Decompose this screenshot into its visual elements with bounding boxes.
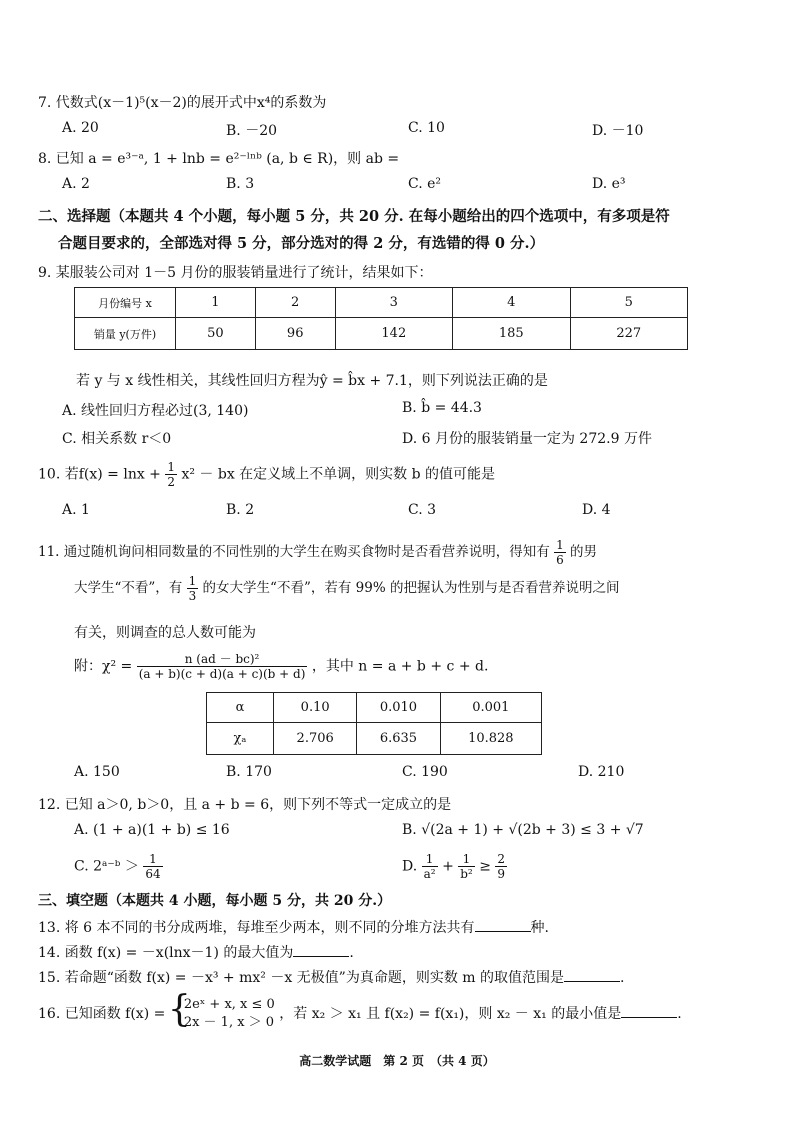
q10-stem-pre: 10. 若f(x) = lnx + xyxy=(38,466,161,483)
q9-option-a: A. 线性回归方程必过(3, 140) xyxy=(62,403,249,419)
q12-c-den: 64 xyxy=(145,867,161,881)
q16-piecewise xyxy=(167,989,275,1032)
q12-d-pre: D. xyxy=(402,858,418,875)
section3-heading: 三、填空题（本题共 4 小题，每小题 5 分，共 20 分.） xyxy=(38,893,392,909)
q11-fraction-2 xyxy=(187,574,199,603)
q12-c-fraction xyxy=(143,852,162,881)
q13 xyxy=(38,917,549,937)
q11-line2-post: 的女大学生“不看”，若有 99% 的把握认为性别与是否看营养说明之间 xyxy=(202,580,620,596)
q11-line1-pre: 11. 通过随机询问相同数量的不同性别的大学生在购买食物时是否看营养说明，得知有 xyxy=(38,544,550,560)
q16-brace-glyph: { xyxy=(167,989,191,1030)
q11-fraction-1 xyxy=(554,538,566,567)
q12-d-fraction-3 xyxy=(495,852,507,881)
q12-option-a: A. (1 + a)(1 + b) ≤ 16 xyxy=(74,822,230,838)
q11-cell-alpha: 0.10 xyxy=(274,693,357,723)
q9-cell-y: 50 xyxy=(176,318,256,350)
q10-fraction xyxy=(165,460,177,489)
q11-line1 xyxy=(38,538,597,567)
q12-d-num3: 2 xyxy=(497,852,506,866)
q9-cell-y: 185 xyxy=(453,318,570,350)
q13-answer-blank[interactable] xyxy=(475,931,531,932)
q11-formula-pre: 附：χ² = xyxy=(74,658,133,675)
q14-text: 14. 函数 f(x) = －x(lnx－1) 的最大值为 xyxy=(38,945,294,961)
q12-c-num: 1 xyxy=(143,852,162,867)
q12-d-num2: 1 xyxy=(458,852,475,867)
q12-c-pre: C. 2ᵃ⁻ᵇ ＞ xyxy=(74,858,139,875)
q9-data-table xyxy=(74,287,688,350)
q16-text: 16. 已知函数 f(x) = xyxy=(38,1006,166,1022)
q9-cell-y: 227 xyxy=(570,318,688,350)
q11-option-b: B. 170 xyxy=(226,764,272,780)
q11-option-d: D. 210 xyxy=(578,764,625,780)
q12-d-den3: 9 xyxy=(497,867,506,881)
q11-cell-alpha: 0.010 xyxy=(357,693,440,723)
q14 xyxy=(38,942,354,962)
q11-chi-fraction xyxy=(137,652,308,681)
q9-row-label-x: 月份编号 x xyxy=(75,288,176,318)
q10-stem xyxy=(38,460,495,489)
q15-text-end: . xyxy=(620,970,625,986)
q11-row-label-alpha: α xyxy=(207,693,274,723)
q11-line2-pre: 大学生“不看”，有 xyxy=(74,580,183,596)
q15-answer-blank[interactable] xyxy=(564,981,620,982)
q9-option-b: B. b̂ = 44.3 xyxy=(402,400,482,416)
q10-option-a: A. 1 xyxy=(62,502,90,518)
q11-option-c: C. 190 xyxy=(402,764,448,780)
q12-d-den2: b² xyxy=(460,867,473,881)
q12-option-d xyxy=(402,852,507,881)
q11-formula-num: n (ad － bc)² xyxy=(137,652,308,667)
q16-piece-1: 2eˣ + x, x ≤ 0 xyxy=(183,997,275,1012)
q10-option-b: B. 2 xyxy=(226,502,255,518)
q12-d-num1: 1 xyxy=(422,852,438,867)
q11-formula-den: (a + b)(c + d)(a + c)(b + d) xyxy=(138,667,306,681)
q13-text-end: 种. xyxy=(530,920,549,936)
q11-line1-post: 的男 xyxy=(570,544,597,560)
q8-option-d: D. e³ xyxy=(592,176,626,192)
page-footer: 高二数学试题 第 2 页 （共 4 页） xyxy=(299,1054,495,1068)
q10-frac-den: 2 xyxy=(167,475,176,489)
q12-d-ge: ≥ xyxy=(479,858,491,875)
q9-cell-x: 5 xyxy=(570,288,688,318)
q12-option-c xyxy=(74,852,163,881)
q9-cell-x: 4 xyxy=(453,288,570,318)
q11-formula xyxy=(74,652,488,681)
q11-critical-table xyxy=(206,692,542,755)
q12-d-den1: a² xyxy=(423,867,436,881)
q16-text-post: ，若 x₂ ＞ x₁ 且 f(x₂) = f(x₁)，则 x₂ － x₁ 的最小值是 xyxy=(279,1006,622,1022)
q8-stem: 8. 已知 a = e³⁻ᵃ, 1 + lnb = e²⁻ˡⁿᵇ (a, b ∈ R)，则 ab = xyxy=(38,151,400,167)
q11-cell-chi: 2.706 xyxy=(274,723,357,755)
q7-option-b: B. －20 xyxy=(226,123,278,139)
q12-d-fraction-1 xyxy=(422,852,438,881)
q7-option-d: D. －10 xyxy=(592,123,644,139)
q10-stem-post: x² － bx 在定义域上不单调，则实数 b 的值可能是 xyxy=(181,466,496,483)
q10-option-c: C. 3 xyxy=(408,502,437,518)
q15 xyxy=(38,967,624,987)
q11-line3: 有关，则调查的总人数可能为 xyxy=(74,625,256,641)
q9-cell-x: 1 xyxy=(176,288,256,318)
q11-line2 xyxy=(74,574,619,603)
section2-instructions: 合题目要求的，全部选对得 5 分，部分选对的得 2 分，有选错的得 0 分.） xyxy=(58,235,545,252)
q9-cell-x: 3 xyxy=(335,288,452,318)
q11-cell-alpha: 0.001 xyxy=(440,693,541,723)
q8-option-a: A. 2 xyxy=(62,176,90,192)
q9-cell-x: 2 xyxy=(255,288,335,318)
q11-cell-chi: 10.828 xyxy=(440,723,541,755)
q8-option-b: B. 3 xyxy=(226,176,255,192)
q7-option-c: C. 10 xyxy=(408,120,445,136)
q9-option-d: D. 6 月份的服装销量一定为 272.9 万件 xyxy=(402,431,652,447)
q11-formula-post: ，其中 n = a + b + c + d. xyxy=(311,658,489,675)
q9-row-label-y: 销量 y(万件) xyxy=(75,318,176,350)
q11-cell-chi: 6.635 xyxy=(357,723,440,755)
q10-frac-num: 1 xyxy=(167,460,176,474)
q16-piece-2: 2x － 1, x ＞ 0 xyxy=(183,1015,275,1030)
q14-answer-blank[interactable] xyxy=(293,956,349,957)
q11-row-label-chi: χₐ xyxy=(207,723,274,755)
q14-text-end: . xyxy=(349,945,354,961)
q12-d-fraction-2 xyxy=(458,852,475,881)
q9-cell-y: 96 xyxy=(255,318,335,350)
q11-option-a: A. 150 xyxy=(74,764,120,780)
q7-option-a: A. 20 xyxy=(62,120,99,136)
q13-text: 13. 将 6 本不同的书分成两堆，每堆至少两本，则不同的分堆方法共有 xyxy=(38,920,475,936)
q11-frac2-den: 3 xyxy=(188,589,197,603)
q9-option-c: C. 相关系数 r＜0 xyxy=(62,431,172,447)
q12-d-plus: + xyxy=(442,858,454,875)
q9-condition: 若 y 与 x 线性相关，其线性回归方程为ŷ = b̂x + 7.1，则下列说法正确的是 xyxy=(76,373,548,389)
q9-stem: 9. 某服装公司对 1－5 月份的服装销量进行了统计，结果如下： xyxy=(38,265,433,281)
q15-text: 15. 若命题“函数 f(x) = －x³ + mx² －x 无极值”为真命题，则实数 m 的取值范围是 xyxy=(38,970,565,986)
q11-frac1-num: 1 xyxy=(556,538,564,552)
q11-frac2-num: 1 xyxy=(188,574,197,588)
q16 xyxy=(38,989,682,1032)
q11-frac1-den: 6 xyxy=(556,553,564,567)
q8-option-c: C. e² xyxy=(408,176,442,192)
q12-stem: 12. 已知 a＞0, b＞0，且 a + b = 6，则下列不等式一定成立的是 xyxy=(38,797,452,813)
section2-heading: 二、选择题（本题共 4 个小题，每小题 5 分，共 20 分. 在每小题给出的四个选项中，有多项是符 xyxy=(38,208,670,225)
q7-stem: 7. 代数式(x－1)⁵(x－2)的展开式中x⁴的系数为 xyxy=(38,95,327,111)
q9-cell-y: 142 xyxy=(335,318,452,350)
q10-option-d: D. 4 xyxy=(582,502,611,518)
q16-answer-blank[interactable] xyxy=(621,1017,677,1018)
q16-text-end: . xyxy=(677,1006,682,1022)
q12-option-b: B. √(2a + 1) + √(2b + 3) ≤ 3 + √7 xyxy=(402,822,644,838)
